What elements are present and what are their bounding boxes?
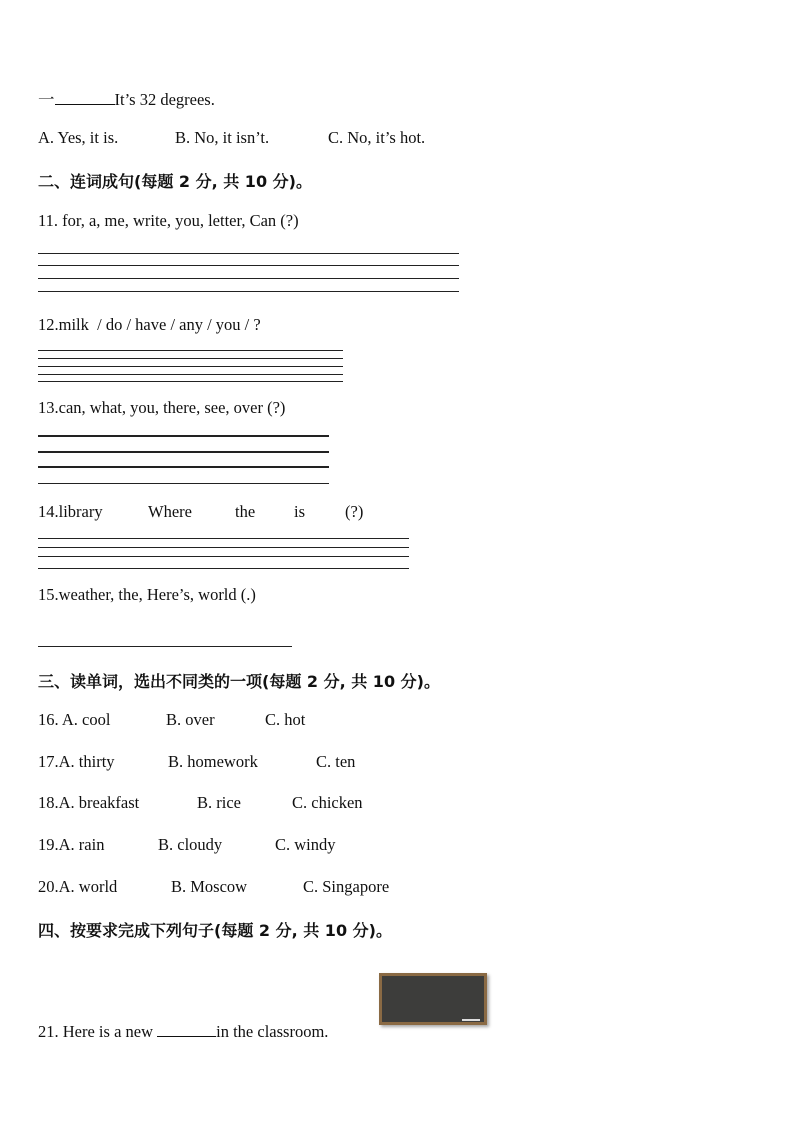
q18-a [38,793,139,813]
q14-word-punct: (?) [345,502,364,521]
q18-option-c: C. chicken [292,793,363,812]
q14-answer-line-1 [38,538,409,539]
q18-option-a: A. breakfast [58,793,140,812]
q10-option-b: B. No, it isn’t. [175,128,270,147]
q12-answer-line-3 [38,366,343,367]
q17-option-a: A. thirty [58,752,115,771]
q11-answer-line-1 [38,253,459,254]
q16-option-b: B. over [166,710,215,729]
blackboard-picture [379,973,487,1025]
q21-before: 21. Here is a new [38,1022,158,1041]
section2-heading: 二、连词成句(每题 2 分, 共 10 分)。 [38,172,312,191]
q14-word-the: the [235,502,256,521]
q11-answer-line-4 [38,291,459,292]
q20-option-c: C. Singapore [303,877,390,896]
q19-option-a: A. rain [58,835,105,854]
q19-number: 19. [38,835,59,854]
q14-word-is: is [294,502,306,521]
q13-answer-line-2 [38,451,329,453]
q20-option-a: A. world [58,877,118,896]
q13-answer-line-4 [38,483,329,484]
q11-text: 11. for, a, me, write, you, letter, Can (?) [38,211,299,230]
q10-dash: 一 [38,90,55,109]
q12-answer-line-5 [38,381,343,382]
q14-word-library: library [58,502,103,521]
q17-option-b: B. homework [168,752,258,771]
q12-text: 12.milk / do / have / any / you / ? [38,315,261,334]
q14-answer-line-4 [38,568,409,569]
q11-answer-line-3 [38,278,459,279]
q13-answer-line-1 [38,435,329,437]
q14-word-where: Where [148,502,192,521]
q17-option-c: C. ten [316,752,356,771]
q14-answer-line-3 [38,556,409,557]
q10-option-a: A. Yes, it is. [38,128,119,147]
q18-number: 18. [38,793,59,812]
q13-text: 13.can, what, you, there, see, over (?) [38,398,286,417]
q14-number: 14. [38,502,59,521]
q21-text [38,1022,328,1042]
q16-number: 16. [38,710,59,729]
q20-a [38,877,117,897]
q14-number-word1 [38,502,103,522]
q15-text: 15.weather, the, Here’s, world (.) [38,585,256,604]
q10-blank [55,103,115,105]
q19-a [38,835,104,855]
q10-option-c: C. No, it’s hot. [328,128,426,147]
q16-option-c: C. hot [265,710,306,729]
q10-prompt [38,86,215,110]
q21-blank [157,1035,216,1037]
q13-answer-line-3 [38,466,329,468]
q17-number: 17. [38,752,59,771]
q16-option-a: A. cool [61,710,111,729]
q12-answer-line-1 [38,350,343,351]
q19-option-b: B. cloudy [158,835,223,854]
section4-heading: 四、按要求完成下列句子(每题 2 分, 共 10 分)。 [38,921,392,940]
q12-answer-line-4 [38,374,343,375]
q16-a [38,710,110,730]
q12-answer-line-2 [38,358,343,359]
q10-text: It’s 32 degrees. [114,90,215,109]
q15-answer-line [38,646,292,647]
q19-option-c: C. windy [275,835,336,854]
section3-heading: 三、读单词，选出不同类的一项(每题 2 分, 共 10 分)。 [38,672,440,691]
q11-answer-line-2 [38,265,459,266]
q18-option-b: B. rice [197,793,241,812]
q17-a [38,752,115,772]
q20-option-b: B. Moscow [171,877,248,896]
q21-after: in the classroom. [216,1022,329,1041]
q20-number: 20. [38,877,59,896]
q14-answer-line-2 [38,547,409,548]
